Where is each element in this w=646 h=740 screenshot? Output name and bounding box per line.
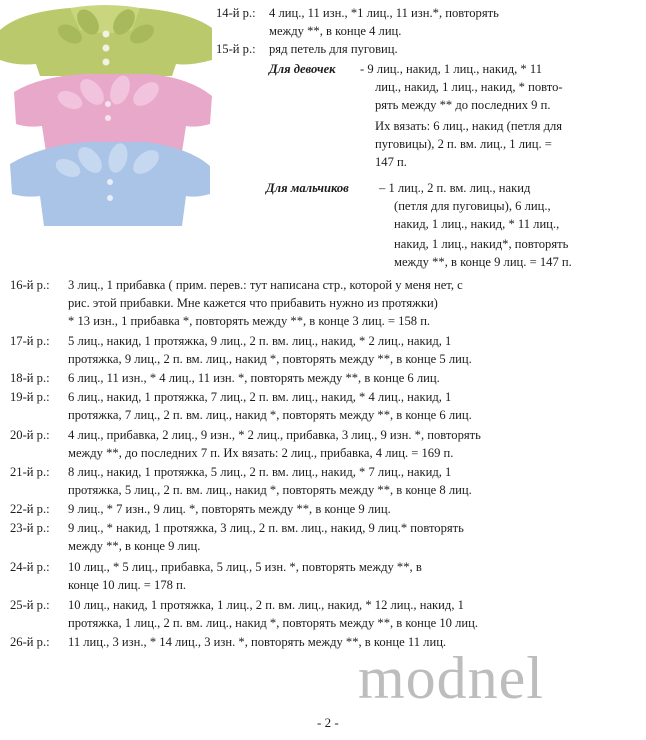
girls-line-4: Их вязать: 6 лиц., накид (петля для [375,119,563,133]
girls-line-6: 147 п. [375,155,407,169]
row-label-17: 17-й р.: [10,334,50,348]
girls-heading: Для девочек [269,62,336,76]
row-text-16-line1: 3 лиц., 1 прибавка ( прим. перев.: тут написана стр., которой у меня нет, с [68,278,463,292]
row-text-25-line1: 10 лиц., накид, 1 протяжка, 1 лиц., 2 п. вм. лиц., накид, * 12 лиц., накид, 1 [68,598,464,612]
row-label-26: 26-й р.: [10,635,50,649]
row-text-24-line1: 10 лиц., * 5 лиц., прибавка, 5 лиц., 5 изн. *, повторять между **, в [68,560,422,574]
boys-line-1: – 1 лиц., 2 п. вм. лиц., накид [379,181,531,195]
row-label-15: 15-й р.: [216,42,256,56]
row-text-14-line1: 4 лиц., 11 изн., *1 лиц., 11 изн.*, повторять [269,6,499,20]
row-text-16-line3: * 13 изн., 1 прибавка *, повторять между **, в конце 3 лиц. = 158 п. [68,314,431,328]
row-text-17-line1: 5 лиц., накид, 1 протяжка, 9 лиц., 2 п. вм. лиц., накид, * 2 лиц., накид, 1 [68,334,452,348]
row-text-25-line2: протяжка, 1 лиц., 2 п. вм. лиц., накид *, повторять между **, в конце 10 лиц. [68,616,479,630]
boys-heading: Для мальчиков [266,181,349,195]
row-text-15-line1: ряд петель для пуговиц. [269,42,398,56]
row-text-22-line1: 9 лиц., * 7 изн., 9 лиц. *, повторять между **, в конце 9 лиц. [68,502,391,516]
page-number: - 2 - [317,715,339,730]
row-text-26-line1: 11 лиц., 3 изн., * 14 лиц., 3 изн. *, повторять между **, в конце 11 лиц. [68,635,447,649]
row-text-21-line2: протяжка, 5 лиц., 2 п. вм. лиц., накид *, повторять между **, в конце 8 лиц. [68,483,472,497]
row-text-24-line2: конце 10 лиц. = 178 п. [68,578,186,592]
row-text-23-line2: между **, в конце 9 лиц. [68,539,201,553]
row-label-16: 16-й р.: [10,278,50,292]
boys-line-5: между **, в конце 9 лиц. = 147 п. [394,255,572,269]
row-label-19: 19-й р.: [10,390,50,404]
row-text-17-line2: протяжка, 9 лиц., 2 п. вм. лиц., накид *, повторять между **, в конце 5 лиц. [68,352,472,366]
row-label-21: 21-й р.: [10,465,50,479]
girls-line-1: - 9 лиц., накид, 1 лиц., накид, * 11 [360,62,543,76]
row-label-25: 25-й р.: [10,598,50,612]
row-text-19-line1: 6 лиц., накид, 1 протяжка, 7 лиц., 2 п. вм. лиц., накид, * 4 лиц., накид, 1 [68,390,452,404]
row-label-22: 22-й р.: [10,502,50,516]
girls-line-3: рять между ** до последних 9 п. [375,98,551,112]
row-text-18-line1: 6 лиц., 11 изн., * 4 лиц., 11 изн. *, повторять между **, в конце 6 лиц. [68,371,440,385]
cardigans-photo [0,0,214,234]
row-text-23-line1: 9 лиц., * накид, 1 протяжка, 3 лиц., 2 п. вм. лиц., накид, 9 лиц.* повторять [68,521,464,535]
girls-line-2: лиц., накид, 1 лиц., накид, * повто- [375,80,563,94]
modnel-logo: modnel [358,645,544,711]
boys-line-2: (петля для пуговицы), 6 лиц., [394,199,551,213]
row-text-20-line1: 4 лиц., прибавка, 2 лиц., 9 изн., * 2 лиц., прибавка, 3 лиц., 9 изн. *, повторять [68,428,481,442]
boys-line-3: накид, 1 лиц., накид, * 11 лиц., [394,217,560,231]
row-label-23: 23-й р.: [10,521,50,535]
row-text-16-line2: рис. этой прибавки. Мне кажется что прибавить нужно из протяжки) [68,296,438,310]
row-text-19-line2: протяжка, 7 лиц., 2 п. вм. лиц., накид *, повторять между **, в конце 6 лиц. [68,408,472,422]
girls-line-5: пуговицы), 2 п. вм. лиц., 1 лиц. = [375,137,552,151]
row-text-14-line2: между **, в конце 4 лиц. [269,24,402,38]
row-label-14: 14-й р.: [216,6,256,20]
row-label-18: 18-й р.: [10,371,50,385]
row-text-21-line1: 8 лиц., накид, 1 протяжка, 5 лиц., 2 п. вм. лиц., накид, * 7 лиц., накид, 1 [68,465,452,479]
boys-line-4: накид, 1 лиц., накид*, повторять [394,237,569,251]
row-label-24: 24-й р.: [10,560,50,574]
row-label-20: 20-й р.: [10,428,50,442]
row-text-20-line2: между **, до последних 7 п. Их вязать: 2 лиц., прибавка, 4 лиц. = 169 п. [68,446,454,460]
